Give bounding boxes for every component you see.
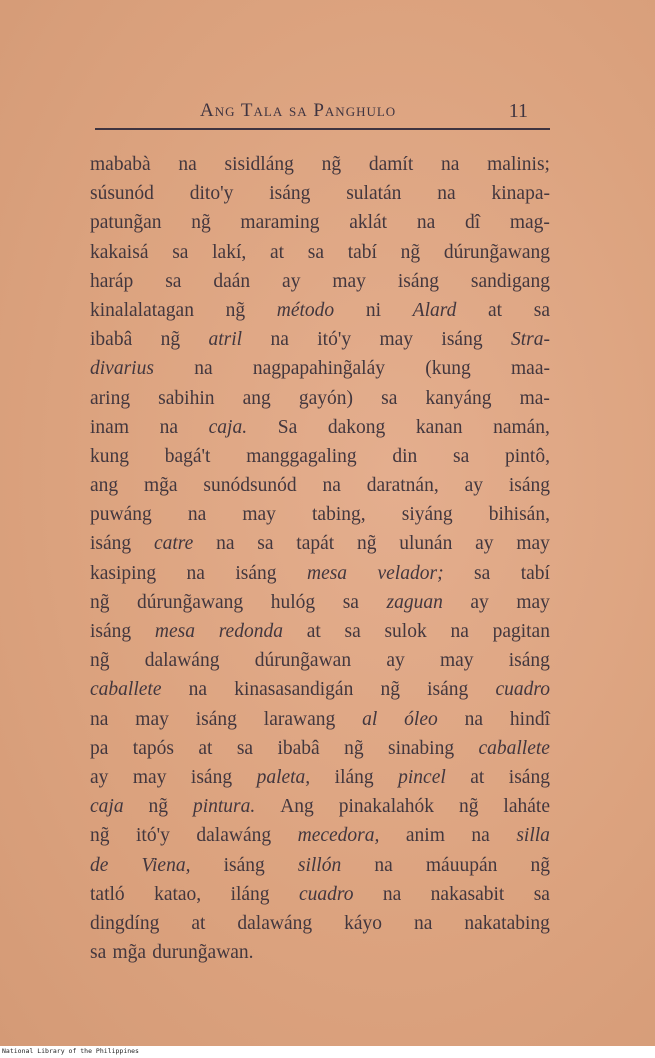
word: redonda	[218, 621, 283, 642]
word: na	[270, 329, 289, 351]
word: kanan	[415, 416, 463, 438]
word: iláng	[230, 883, 270, 905]
word: silla	[516, 825, 550, 847]
word: ibabâ	[277, 737, 320, 759]
text-line	[90, 675, 550, 704]
word: itó'y	[317, 329, 352, 351]
word: isáng	[508, 766, 550, 788]
word: laháte	[503, 796, 550, 818]
word: puwáng	[90, 504, 152, 526]
word: ng̃	[380, 679, 400, 701]
text-line	[90, 208, 550, 237]
word: kung	[90, 445, 129, 467]
word: din	[392, 445, 418, 467]
text-line	[90, 325, 550, 354]
text-line	[90, 880, 550, 909]
word: Sa	[277, 416, 298, 438]
word: kinasasandigán	[234, 679, 354, 701]
word: Viena,	[141, 854, 191, 876]
word: na	[187, 504, 207, 526]
word: pinakalahók	[338, 796, 435, 818]
word: ay	[464, 475, 483, 497]
word: na	[374, 854, 393, 876]
word: ma-	[519, 387, 550, 409]
word: may	[135, 708, 169, 730]
header-title: Ang Tala sa Panghulo	[200, 100, 397, 121]
word: inam	[90, 416, 129, 438]
word: sa	[165, 270, 182, 292]
word: sa	[381, 387, 398, 409]
word: caballete	[90, 679, 162, 701]
word: na	[413, 912, 433, 934]
word: nagpapahing̃aláy	[252, 358, 385, 380]
word: óleo	[404, 708, 438, 730]
word: mababà	[90, 154, 151, 175]
library-credit: National Library of the Philippines	[2, 1047, 139, 1055]
text-line	[90, 909, 550, 938]
word: sisidláng	[224, 154, 294, 175]
text-line	[90, 559, 550, 588]
word: ng̃	[225, 299, 246, 321]
text-line	[90, 150, 550, 179]
word: ay	[90, 766, 109, 788]
word: dúrung̃awang	[443, 241, 550, 263]
word: na	[159, 416, 179, 438]
text-line	[90, 792, 550, 821]
text-line	[90, 179, 550, 208]
word: ng̃	[458, 796, 479, 818]
word: ng̃	[356, 533, 377, 555]
word: na	[216, 533, 235, 555]
text-line	[90, 238, 550, 267]
word: tatló	[90, 883, 125, 905]
text-line	[90, 267, 550, 296]
word: na	[178, 154, 197, 175]
word: katao,	[154, 883, 202, 905]
word: maa-	[511, 358, 550, 380]
word: tapát	[296, 533, 335, 555]
word: isáng	[90, 533, 132, 555]
word: ng̃	[148, 796, 169, 818]
word: sabihin	[158, 387, 215, 409]
word: lakí,	[212, 241, 247, 263]
word: isáng	[195, 708, 237, 730]
word: caja	[90, 796, 124, 818]
page-number: 11	[508, 100, 528, 122]
text-line	[90, 734, 550, 763]
word: dalawáng	[237, 912, 313, 934]
word: at	[488, 299, 503, 321]
word: bagá't	[164, 445, 211, 467]
body-paragraph	[90, 150, 550, 967]
word: pincel	[398, 766, 446, 788]
text-line	[90, 354, 550, 383]
word: isáng	[397, 270, 439, 292]
word: aring	[90, 387, 131, 409]
word: ng̃	[90, 591, 110, 613]
word: divarius	[90, 358, 154, 380]
word: de	[90, 854, 109, 876]
word: Ang	[280, 796, 314, 818]
word: ang	[242, 387, 271, 409]
word: ng̃	[344, 737, 364, 759]
word: mesa	[306, 562, 348, 584]
word: zaguan	[386, 591, 443, 613]
word: velador;	[377, 562, 444, 584]
word: dî	[464, 212, 481, 234]
text-line	[90, 763, 550, 792]
word: sulok	[384, 621, 427, 642]
word: kinalalatagan	[90, 299, 194, 321]
word: gayón)	[298, 387, 354, 409]
word: al	[362, 708, 378, 730]
word: haráp	[90, 270, 134, 292]
word: sa	[344, 621, 361, 642]
word: pintô,	[504, 445, 550, 467]
word: patung̃an	[90, 212, 162, 234]
word: dalawáng	[196, 825, 272, 847]
word: máuupán	[425, 854, 498, 876]
text-line	[90, 821, 550, 850]
text-line	[90, 529, 550, 558]
word: kinapa-	[491, 183, 550, 205]
word: may	[132, 766, 167, 788]
word: Stra-	[510, 329, 550, 351]
word: kasiping	[90, 562, 157, 584]
word: na	[186, 562, 205, 584]
word: kanyáng	[425, 387, 492, 409]
text-line	[90, 588, 550, 617]
word: atril	[208, 329, 243, 351]
word: na	[194, 358, 213, 380]
word: ng̃	[191, 212, 211, 234]
word: dito'y	[189, 183, 234, 205]
word: itó'y	[136, 825, 170, 847]
word: isáng	[427, 679, 469, 701]
word: ng̃	[90, 825, 110, 847]
text-line	[90, 442, 550, 471]
word: ay	[282, 270, 301, 292]
word: na	[440, 154, 460, 175]
word: ay	[475, 533, 494, 555]
word: método	[276, 299, 335, 321]
word: siyáng	[401, 504, 453, 526]
word: sunódsunód	[203, 475, 297, 497]
word: isáng	[441, 329, 483, 351]
text-line	[90, 384, 550, 413]
word: at	[306, 621, 321, 642]
word: cuadro	[495, 679, 550, 701]
word: mg̃a	[112, 942, 147, 964]
word: may	[439, 650, 474, 672]
word: caballete	[478, 737, 550, 759]
word: ay	[386, 650, 405, 672]
word: may	[516, 533, 550, 555]
word: pa	[90, 737, 109, 759]
word: na	[416, 212, 436, 234]
word: ng̃	[400, 241, 421, 263]
word: hulóg	[270, 591, 316, 613]
word: nakatabing	[464, 912, 550, 934]
text-line	[90, 705, 550, 734]
word: sinabing	[387, 737, 455, 759]
word: mag-	[509, 212, 550, 234]
word: sandigang	[470, 270, 550, 292]
word: sa	[257, 533, 274, 555]
word: na	[450, 621, 469, 642]
word: dalawáng	[144, 650, 220, 672]
text-line	[90, 617, 550, 646]
word: pagitan	[492, 621, 550, 642]
word: sa	[533, 883, 550, 905]
word: na	[471, 825, 490, 847]
word: kakaisá	[90, 241, 149, 263]
word: isáng	[90, 621, 132, 642]
word: ng̃	[321, 154, 342, 175]
word: maraming	[240, 212, 320, 234]
word: sulatán	[346, 183, 402, 205]
word: tabí	[347, 241, 377, 263]
word: manggagaling	[246, 445, 357, 467]
word: at	[191, 912, 206, 934]
word: sa	[90, 942, 107, 964]
word: dakong	[327, 416, 386, 438]
word: isáng	[508, 650, 550, 672]
word: sa	[342, 591, 359, 613]
word: sa	[172, 241, 189, 263]
word: sillón	[297, 854, 342, 876]
word: mesa	[154, 621, 195, 642]
word: na	[90, 708, 109, 730]
word: ng̃	[530, 854, 550, 876]
word: anim	[405, 825, 445, 847]
text-line	[90, 646, 550, 675]
word: at	[269, 241, 285, 263]
word: ng̃	[90, 650, 110, 672]
word: na	[382, 883, 402, 905]
word: dúrung̃awang	[137, 591, 244, 613]
word: at	[198, 737, 213, 759]
word: daán	[213, 270, 251, 292]
word: namán,	[493, 416, 550, 438]
word: catre	[153, 533, 194, 555]
word: ay	[470, 591, 489, 613]
word: iláng	[334, 766, 374, 788]
running-header	[95, 100, 550, 126]
footer-bar	[0, 1046, 655, 1058]
word: nakasabit	[430, 883, 505, 905]
word: dúrung̃awan	[254, 650, 352, 672]
word: ulunán	[399, 533, 453, 555]
word: ang	[90, 475, 119, 497]
text-line	[90, 296, 550, 325]
text-line	[90, 471, 550, 500]
word: caja.	[208, 416, 248, 438]
word: na	[464, 708, 484, 730]
word: tabing,	[312, 504, 366, 526]
text-line	[90, 413, 550, 442]
word: at	[470, 766, 485, 788]
text-line	[90, 938, 550, 967]
word: na	[188, 679, 208, 701]
word: isáng	[508, 475, 550, 497]
word: ng̃	[160, 329, 181, 351]
word: sa	[474, 562, 491, 584]
word: isáng	[190, 766, 233, 788]
word: may	[332, 270, 366, 292]
word: pintura.	[192, 796, 256, 818]
word: tapós	[132, 737, 174, 759]
word: na	[437, 183, 456, 205]
word: daratnán,	[366, 475, 439, 497]
word: isáng	[223, 854, 265, 876]
word: isáng	[235, 562, 277, 584]
word: damít	[368, 154, 414, 175]
word: tabí	[520, 562, 550, 584]
word: ni	[365, 299, 381, 321]
word: mg̃a	[144, 475, 178, 497]
word: dingdíng	[90, 912, 160, 934]
text-line	[90, 500, 550, 529]
word: mecedora,	[297, 825, 380, 847]
header-rule	[95, 128, 550, 130]
word: sa	[453, 445, 470, 467]
word: súsunód	[90, 183, 154, 205]
text-line	[90, 851, 550, 880]
word: may	[516, 591, 550, 613]
word: durung̃awan.	[152, 942, 254, 964]
word: ibabâ	[90, 329, 133, 351]
word: sa	[307, 241, 324, 263]
word: may	[242, 504, 276, 526]
word: na	[322, 475, 341, 497]
word: larawang	[263, 708, 336, 730]
word: aklát	[349, 212, 388, 234]
word: hindî	[509, 708, 550, 730]
word: káyo	[344, 912, 382, 934]
word: sa	[236, 737, 254, 759]
word: Alard	[412, 299, 457, 321]
word: sa	[533, 299, 550, 321]
word: may	[379, 329, 414, 351]
word: bihisán,	[488, 504, 550, 526]
word: (kung	[425, 358, 471, 380]
word: isáng	[269, 183, 311, 205]
word: paleta,	[256, 766, 311, 788]
word: cuadro	[298, 883, 354, 905]
word: malinis;	[487, 154, 550, 175]
